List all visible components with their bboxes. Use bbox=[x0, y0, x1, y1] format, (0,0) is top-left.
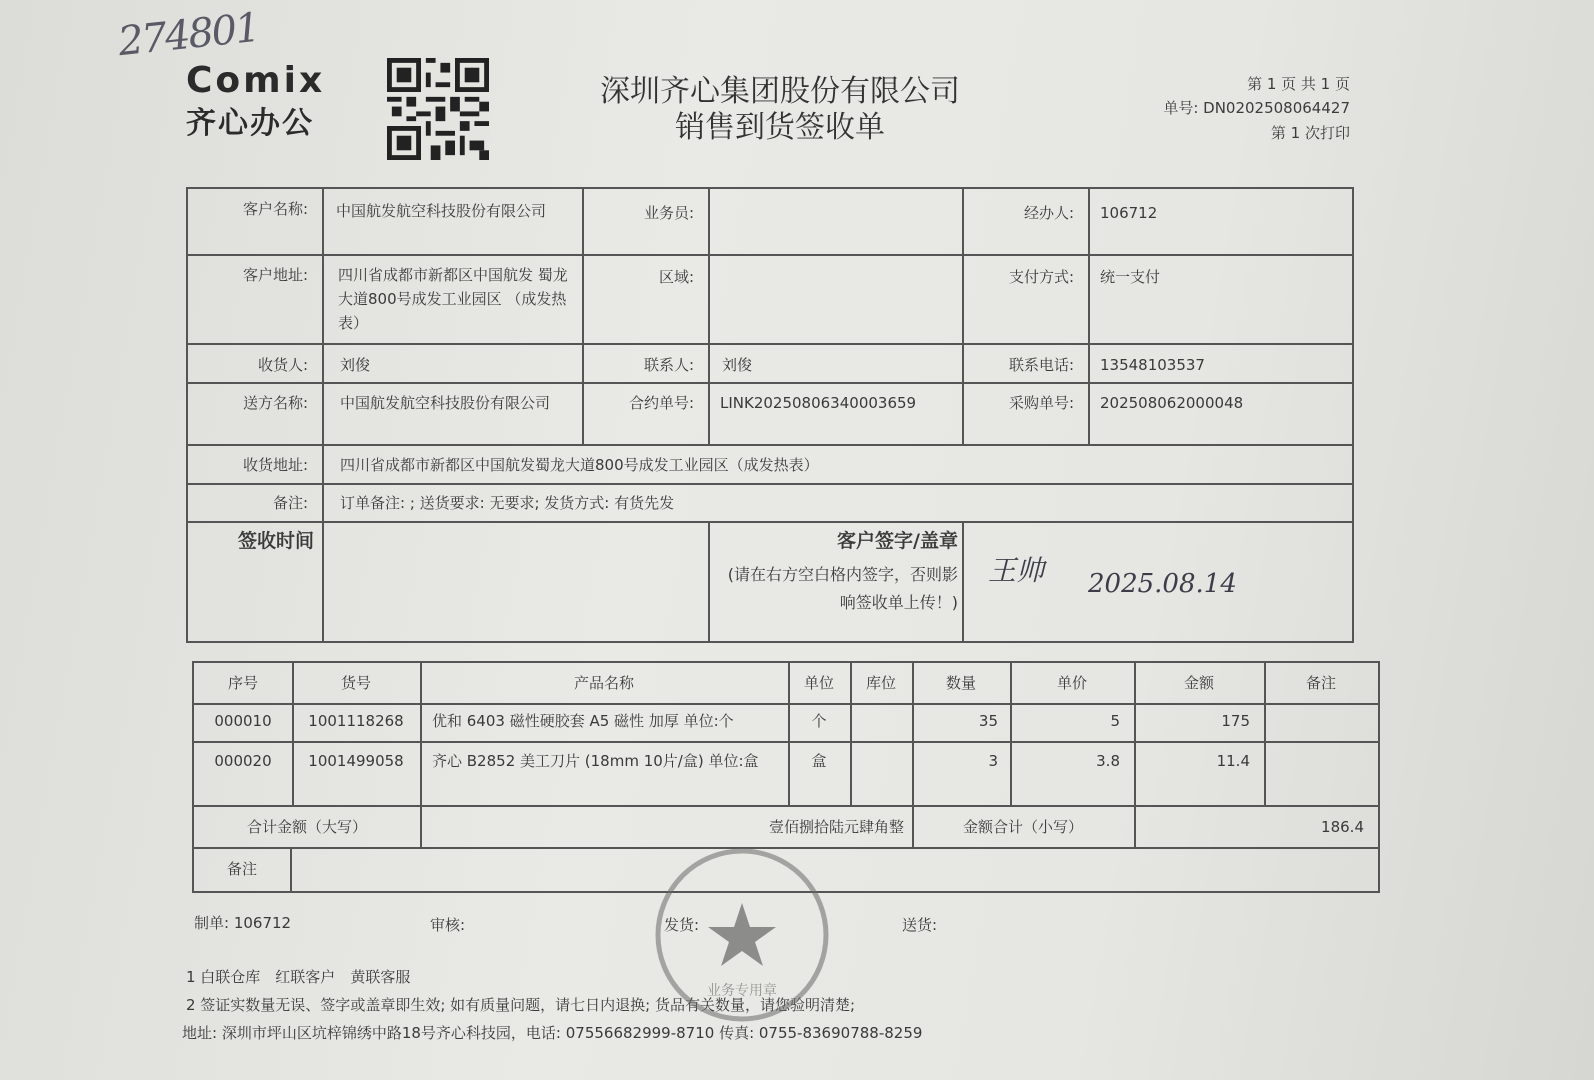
customer-name: 中国航发航空科技股份有限公司 bbox=[336, 202, 547, 220]
remark-label: 备注: bbox=[272, 494, 308, 512]
row1-unit: 个 bbox=[811, 712, 827, 730]
receiver-label: 收货人: bbox=[257, 356, 308, 374]
row2-name: 齐心 B2852 美工刀片 (18mm 10片/盒) 单位:盒 bbox=[432, 752, 759, 770]
ship-address: 四川省成都市新都区中国航发蜀龙大道800号成发工业园区（成发热表） bbox=[340, 456, 819, 474]
payment-label: 支付方式: bbox=[1008, 268, 1074, 286]
handler: 106712 bbox=[1100, 204, 1158, 222]
qr-code-icon bbox=[385, 58, 491, 160]
col-price: 单价 bbox=[1056, 674, 1087, 692]
handler-label: 经办人: bbox=[1023, 204, 1074, 222]
maker: 制单: 106712 bbox=[194, 914, 292, 932]
customer-info-table bbox=[186, 187, 1354, 643]
col-unit: 单位 bbox=[803, 674, 834, 692]
order-number: 单号: DN0202508064427 bbox=[1163, 99, 1350, 117]
total-value: 186.4 bbox=[1321, 818, 1364, 836]
print-count: 第 1 次打印 bbox=[1270, 124, 1350, 142]
sign-time-label: 签收时间 bbox=[238, 530, 315, 552]
purchase-label: 采购单号: bbox=[1008, 394, 1074, 412]
row1-amount: 175 bbox=[1221, 712, 1250, 730]
svg-text:业务专用章: 业务专用章 bbox=[707, 983, 777, 999]
col-name: 产品名称 bbox=[573, 674, 634, 692]
total-cn-value: 壹佰捌拾陆元肆角整 bbox=[768, 818, 904, 836]
receiver: 刘俊 bbox=[340, 356, 371, 374]
row1-qty: 35 bbox=[978, 712, 998, 730]
contract-number: LINK20250806340003659 bbox=[720, 394, 917, 412]
customer-sign-label: 客户签字/盖章 bbox=[837, 530, 958, 552]
copy-note: 1 白联仓库 红联客户 黄联客服 bbox=[186, 968, 411, 986]
row2-price: 3.8 bbox=[1096, 752, 1120, 770]
row2-qty: 3 bbox=[988, 752, 998, 770]
col-note: 备注 bbox=[1305, 674, 1336, 692]
col-code: 货号 bbox=[340, 674, 371, 692]
col-location: 库位 bbox=[865, 674, 896, 692]
phone: 13548103537 bbox=[1100, 356, 1205, 374]
sign-hint: (请在右方空白格内签字，否则影响签收单上传！) bbox=[727, 565, 958, 612]
ship-address-label: 收货地址: bbox=[242, 456, 308, 474]
contact: 刘俊 bbox=[722, 356, 753, 374]
page-indicator: 第 1 页 共 1 页 bbox=[1247, 75, 1350, 93]
row2-unit: 盒 bbox=[811, 752, 827, 770]
contact-label: 联系人: bbox=[643, 356, 694, 374]
shipper: 发货: bbox=[664, 916, 700, 934]
total-cn-label: 合计金额（大写） bbox=[246, 818, 367, 836]
row1-seq: 000010 bbox=[214, 712, 272, 730]
address-label: 客户地址: bbox=[242, 266, 308, 284]
items-remark-label: 备注 bbox=[226, 860, 257, 878]
purchase-number: 202508062000048 bbox=[1100, 394, 1244, 412]
comix-logo: Comix bbox=[186, 60, 326, 101]
comix-logo-cn: 齐心办公 bbox=[186, 106, 314, 141]
handwritten-number: 274801 bbox=[115, 4, 261, 66]
row2-code: 1001499058 bbox=[308, 752, 404, 770]
customer-name-label: 客户名称: bbox=[242, 200, 308, 218]
remark: 订单备注: ; 送货要求: 无要求; 发货方式: 有货先发 bbox=[340, 494, 675, 512]
row2-seq: 000020 bbox=[214, 752, 272, 770]
col-amount: 金额 bbox=[1183, 674, 1214, 692]
col-seq: 序号 bbox=[227, 674, 258, 692]
company-seal-stamp bbox=[652, 845, 832, 1025]
row1-price: 5 bbox=[1110, 712, 1120, 730]
row2-amount: 11.4 bbox=[1216, 752, 1250, 770]
deliverer: 送货: bbox=[902, 916, 938, 934]
customer-address: 四川省成都市新都区中国航发 蜀龙大道800号成发工业园区 （成发热表） bbox=[338, 266, 568, 332]
delivery-name: 中国航发航空科技股份有限公司 bbox=[340, 394, 551, 412]
terms-note: 2 签证实数量无误、签字或盖章即生效; 如有质量问题，请七日内退换; 货品有关数量，请您验明清楚; bbox=[186, 996, 856, 1014]
payment-method: 统一支付 bbox=[1100, 268, 1161, 286]
row1-code: 1001118268 bbox=[308, 712, 404, 730]
handwritten-date: 2025.08.14 bbox=[1088, 569, 1237, 599]
company-address: 地址: 深圳市坪山区坑梓锦绣中路18号齐心科技园，电话: 07556682999-8710 传真: 0755-83690788-8259 bbox=[182, 1024, 923, 1042]
region-label: 区域: bbox=[658, 268, 694, 286]
delivery-name-label: 送方名称: bbox=[242, 394, 308, 412]
row1-name: 优和 6403 磁性硬胶套 A5 磁性 加厚 单位:个 bbox=[432, 712, 734, 730]
document-title: 销售到货签收单 bbox=[675, 110, 885, 145]
handwritten-signature: 王帅 bbox=[988, 554, 1045, 587]
reviewer: 审核: bbox=[430, 916, 466, 934]
total-label: 金额合计（小写） bbox=[962, 818, 1083, 836]
contract-label: 合约单号: bbox=[628, 394, 694, 412]
salesman-label: 业务员: bbox=[643, 204, 694, 222]
company-title: 深圳齐心集团股份有限公司 bbox=[600, 74, 960, 109]
col-qty: 数量 bbox=[945, 674, 976, 692]
phone-label: 联系电话: bbox=[1008, 356, 1074, 374]
